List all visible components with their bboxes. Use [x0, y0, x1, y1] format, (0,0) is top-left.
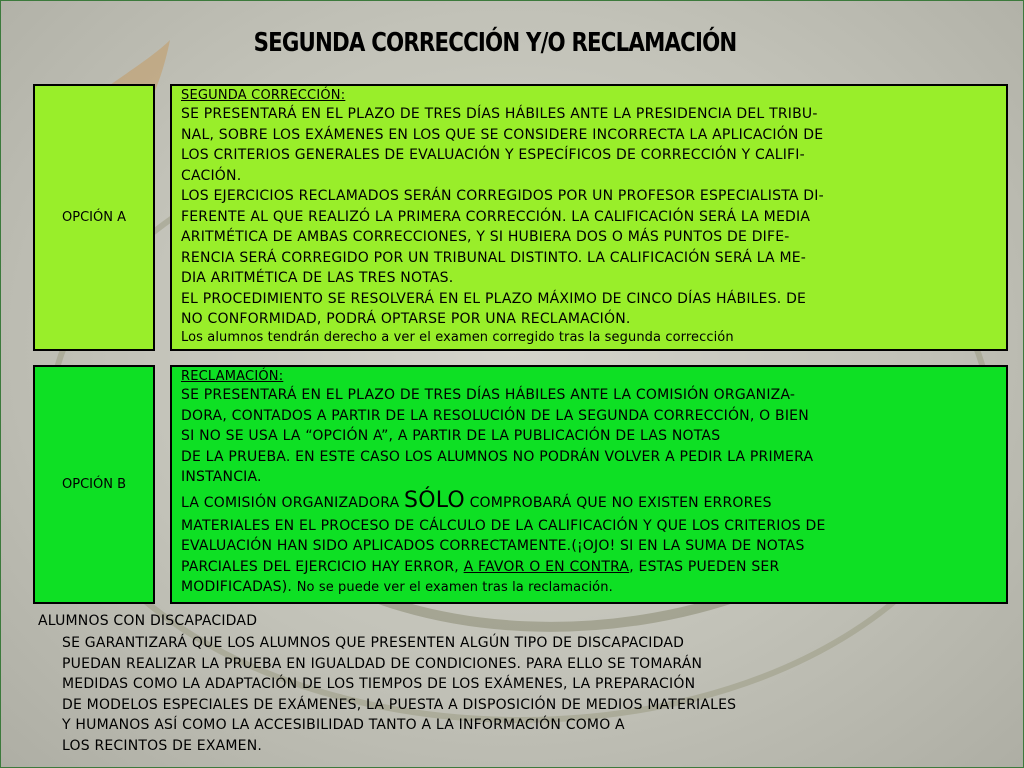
disability-body [62, 633, 736, 756]
option-b-line: SI NO SE USA LA “OPCIÓN A”, A PARTIR DE LA PUBLICACIÓN DE LAS NOTAS [181, 428, 721, 444]
option-a-line: CACIÓN. [181, 167, 242, 184]
option-a-line: EL PROCEDIMIENTO SE RESOLVERÁ EN EL PLAZO MÁXIMO DE CINCO DÍAS HÁBILES. DE [181, 290, 807, 307]
favor-suffix: , ESTAS PUEDEN SER [629, 558, 780, 575]
disability-line: LOS RECINTOS DE EXAMEN. [62, 737, 263, 754]
option-a-line: ARITMÉTICA DE AMBAS CORRECCIONES, Y SI HUBIERA DOS O MÁS PUNTOS DE DIFE- [181, 229, 790, 245]
option-a-line: FERENTE AL QUE REALIZÓ LA PRIMERA CORRECCIÓN. LA CALIFICACIÓN SERÁ LA MEDIA [181, 208, 811, 225]
option-b-label: OPCIÓN B [62, 477, 126, 492]
option-a-line: NO CONFORMIDAD, PODRÁ OPTARSE POR UNA RECLAMACIÓN. [181, 311, 631, 327]
disability-line: Y HUMANOS ASÍ COMO LA ACCESIBILIDAD TANTO A LA INFORMACIÓN COMO A [62, 717, 625, 733]
disability-line: DE MODELOS ESPECIALES DE EXÁMENES, LA PUESTA A DISPOSICIÓN DE MEDIOS MATERIALES [62, 696, 737, 713]
favor-prefix: PARCIALES DEL EJERCICIO HAY ERROR, [181, 558, 459, 575]
page-title: SEGUNDA CORRECCIÓN Y/O RECLAMACIÓN [253, 28, 737, 58]
option-a-label: OPCIÓN A [62, 210, 126, 225]
option-b-line: DE LA PRUEBA. EN ESTE CASO LOS ALUMNOS NO PODRÁN VOLVER A PEDIR LA PRIMERA [181, 448, 814, 465]
option-b-line: INSTANCIA. [181, 469, 262, 485]
option-a-line: NAL, SOBRE LOS EXÁMENES EN LOS QUE SE CONSIDERE INCORRECTA LA APLICACIÓN DE [181, 126, 824, 143]
option-a-label-box [33, 84, 155, 351]
option-b-content [170, 365, 1008, 604]
option-a-line: LOS EJERCICIOS RECLAMADOS SERÁN CORREGIDOS POR UN PROFESOR ESPECIALISTA DI- [181, 188, 824, 204]
favor-underlined: A FAVOR O EN CONTRA [463, 558, 630, 575]
option-a-note: Los alumnos tendrán derecho a ver el examen corregido tras la segunda corrección [181, 329, 734, 345]
disability-line: PUEDAN REALIZAR LA PRUEBA EN IGUALDAD DE CONDICIONES. PARA ELLO SE TOMARÁN [62, 655, 703, 672]
option-b-favor-line [181, 557, 1006, 578]
disability-line: MEDIDAS COMO LA ADAPTACIÓN DE LOS TIEMPOS DE LOS EXÁMENES, LA PREPARACIÓN [62, 676, 696, 692]
option-b-last-line [181, 577, 1006, 598]
option-b-note: No se puede ver el examen tras la reclamación. [296, 580, 613, 595]
option-a-heading: SEGUNDA CORRECCIÓN: [181, 88, 346, 103]
last-prefix: MODIFICADAS). [181, 579, 293, 595]
option-a-line: LOS CRITERIOS GENERALES DE EVALUACIÓN Y ESPECÍFICOS DE CORRECCIÓN Y CALIFI- [181, 147, 805, 163]
disability-line: SE GARANTIZARÁ QUE LOS ALUMNOS QUE PRESENTEN ALGÚN TIPO DE DISCAPACIDAD [62, 635, 685, 651]
option-b-solo-line [181, 488, 1006, 516]
disability-title: ALUMNOS CON DISCAPACIDAD [38, 613, 258, 629]
solo-suffix: COMPROBARÁ QUE NO EXISTEN ERRORES [469, 494, 772, 511]
solo-prefix: LA COMISIÓN ORGANIZADORA [181, 494, 400, 511]
solo-emphasis: SÓLO [404, 487, 465, 513]
option-a-line: DIA ARITMÉTICA DE LAS TRES NOTAS. [181, 270, 454, 286]
option-a-line: SE PRESENTARÁ EN EL PLAZO DE TRES DÍAS HÁBILES ANTE LA PRESIDENCIA DEL TRIBU- [181, 106, 818, 122]
option-b-heading: RECLAMACIÓN: [181, 369, 284, 384]
option-a-content [170, 84, 1008, 351]
option-b-line: DORA, CONTADOS A PARTIR DE LA RESOLUCIÓN DE LA SEGUNDA CORRECCIÓN, O BIEN [181, 407, 809, 424]
option-a-line: RENCIA SERÁ CORREGIDO POR UN TRIBUNAL DISTINTO. LA CALIFICACIÓN SERÁ LA ME- [181, 249, 807, 266]
option-b-line: SE PRESENTARÁ EN EL PLAZO DE TRES DÍAS HÁBILES ANTE LA COMISIÓN ORGANIZA- [181, 387, 796, 403]
option-b-label-box [33, 365, 155, 604]
option-b-line: EVALUACIÓN HAN SIDO APLICADOS CORRECTAMENTE.(¡OJO! SI EN LA SUMA DE NOTAS [181, 538, 805, 554]
option-b-line: MATERIALES EN EL PROCESO DE CÁLCULO DE LA CALIFICACIÓN Y QUE LOS CRITERIOS DE [181, 517, 826, 534]
